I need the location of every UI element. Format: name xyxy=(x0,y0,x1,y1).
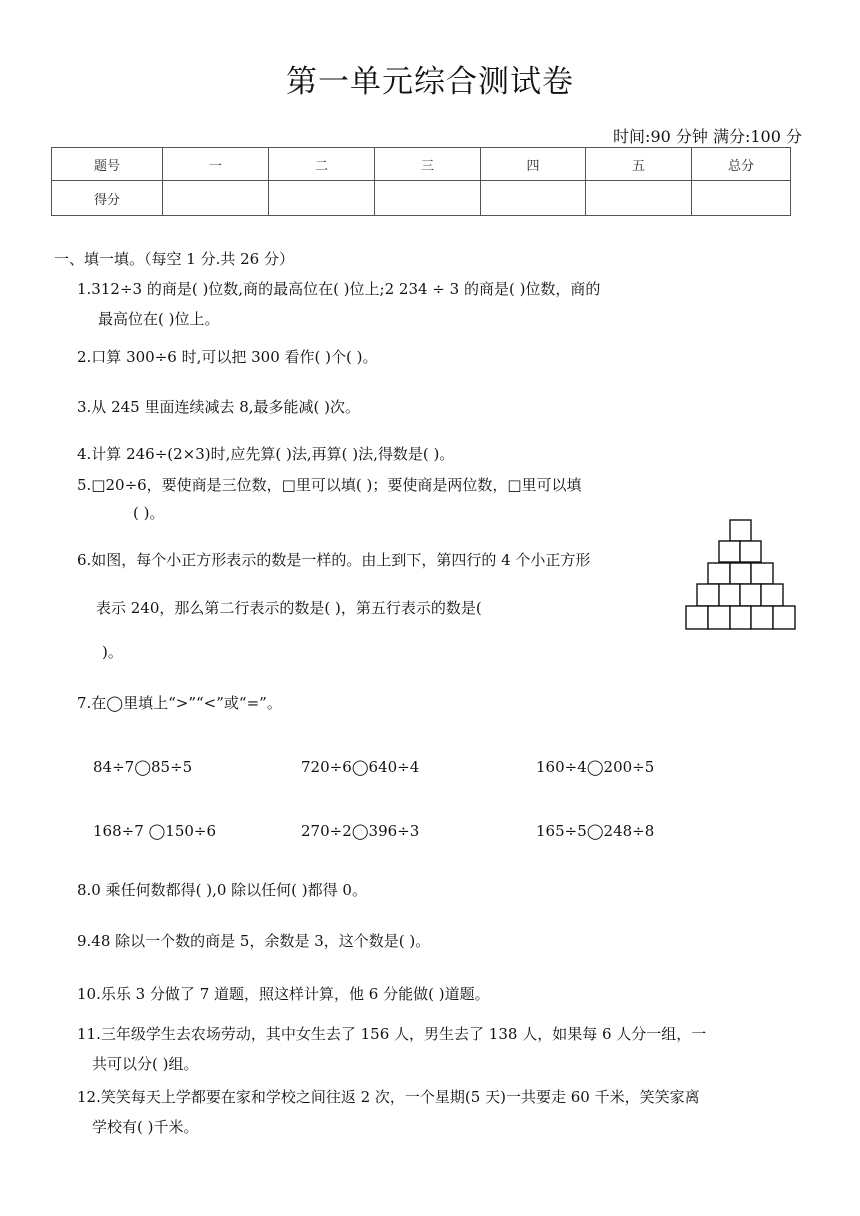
question-12-line-1: 12.笑笑每天上学都要在家和学校之间往返 2 次，一个星期(5 天)一共要走 60 千米，笑笑家离 xyxy=(77,1088,700,1106)
header-cell: 三 xyxy=(375,148,481,181)
question-7: 7.在◯里填上“>”“<”或“=”。 xyxy=(77,694,282,712)
score-table-header-row xyxy=(52,148,791,181)
pyramid-square xyxy=(751,563,773,584)
question-1-line-2: 最高位在( )位上。 xyxy=(98,310,220,328)
score-cell xyxy=(163,181,269,216)
header-cell: 二 xyxy=(269,148,375,181)
question-5-line-2: ( )。 xyxy=(133,504,165,522)
question-6-line-3: )。 xyxy=(102,643,123,661)
pyramid-square xyxy=(708,563,730,584)
question-5-line-1: 5.□20÷6，要使商是三位数，□里可以填( )；要使商是两位数，□里可以填 xyxy=(77,476,582,494)
pyramid-square xyxy=(708,606,730,629)
pyramid-square xyxy=(730,606,751,629)
pyramid-square xyxy=(730,520,751,541)
question-6-line-2: 表示 240，那么第二行表示的数是( )，第五行表示的数是( xyxy=(96,599,482,617)
pyramid-square xyxy=(719,584,740,606)
pyramid-square xyxy=(719,541,740,562)
score-cell xyxy=(692,181,791,216)
score-cell xyxy=(586,181,692,216)
pyramid-square xyxy=(761,584,783,606)
question-11-line-1: 11.三年级学生去农场劳动，其中女生去了 156 人，男生去了 138 人，如果每 6 人分一组，一 xyxy=(77,1025,707,1043)
header-cell: 总分 xyxy=(692,148,791,181)
pyramid-square xyxy=(773,606,795,629)
question-10: 10.乐乐 3 分做了 7 道题，照这样计算，他 6 分能做( )道题。 xyxy=(77,985,490,1003)
pyramid-square xyxy=(697,584,719,606)
question-12-line-2: 学校有( )千米。 xyxy=(92,1118,199,1136)
comparison-item: 165÷5◯248÷8 xyxy=(536,822,655,840)
score-cell xyxy=(269,181,375,216)
row-label-cell: 得分 xyxy=(52,181,163,216)
comparison-item: 270÷2◯396÷3 xyxy=(301,822,420,840)
header-cell: 题号 xyxy=(52,148,163,181)
score-cell xyxy=(481,181,586,216)
header-cell: 四 xyxy=(481,148,586,181)
score-table-score-row xyxy=(52,181,791,216)
comparison-item: 84÷7◯85÷5 xyxy=(93,758,193,776)
square-pyramid-figure xyxy=(684,518,798,632)
comparison-item: 168÷7 ◯150÷6 xyxy=(93,822,217,840)
score-cell xyxy=(375,181,481,216)
pyramid-square xyxy=(740,541,761,562)
time-and-score-info: 时间:90 分钟 满分:100 分 xyxy=(613,127,802,146)
pyramid-square xyxy=(751,606,773,629)
pyramid-square xyxy=(686,606,708,629)
question-3: 3.从 245 里面连续减去 8,最多能减( )次。 xyxy=(77,398,361,416)
pyramid-square xyxy=(730,563,751,584)
section-heading: 一、填一填。（每空 1 分.共 26 分） xyxy=(54,250,294,268)
question-11-line-2: 共可以分( )组。 xyxy=(92,1055,199,1073)
question-9: 9.48 除以一个数的商是 5，余数是 3，这个数是( )。 xyxy=(77,932,431,950)
question-2: 2.口算 300÷6 时,可以把 300 看作( )个( )。 xyxy=(77,348,378,366)
page-title: 第一单元综合测试卷 xyxy=(286,64,574,100)
comparison-item: 720÷6◯640÷4 xyxy=(301,758,420,776)
question-4: 4.计算 246÷(2×3)时,应先算( )法,再算( )法,得数是( )。 xyxy=(77,445,455,463)
score-table xyxy=(51,147,791,216)
header-cell: 五 xyxy=(586,148,692,181)
comparison-item: 160÷4◯200÷5 xyxy=(536,758,655,776)
header-cell: 一 xyxy=(163,148,269,181)
question-6-line-1: 6.如图，每个小正方形表示的数是一样的。由上到下，第四行的 4 个小正方形 xyxy=(77,551,591,569)
question-8: 8.0 乘任何数都得( ),0 除以任何( )都得 0。 xyxy=(77,881,367,899)
question-1-line-1: 1.312÷3 的商是( )位数,商的最高位在( )位上;2 234 ÷ 3 的商是( )位数，商的 xyxy=(77,280,601,298)
pyramid-square xyxy=(740,584,761,606)
